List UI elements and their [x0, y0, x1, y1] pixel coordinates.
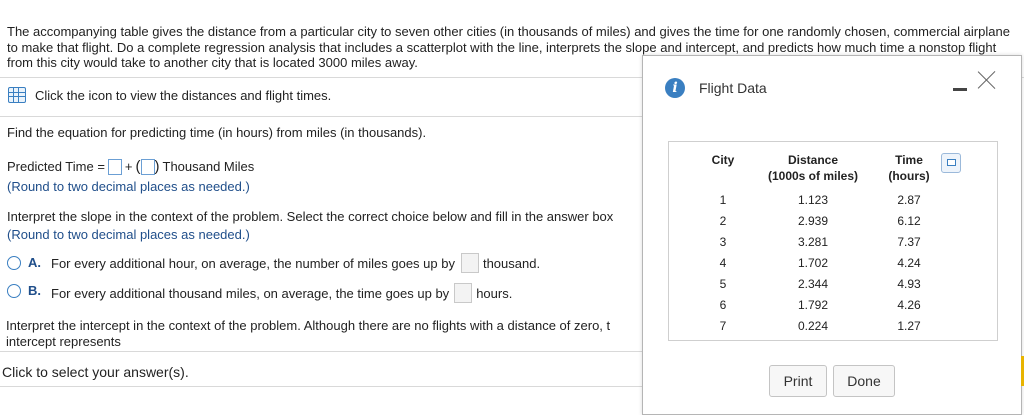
- problem-statement: The accompanying table gives the distance from a particular city to seven other cities (in thousands of miles) and gives the time for one randomly chosen, commercial airplane to make that flight. Do a complete regression analysis that includes a scatterplot with the line, interprets the slope and intercept, and predicts how much time a nonstop flight from this city would take to another city that is located 3000 miles away.: [7, 24, 1010, 70]
- header-time-unit: (hours): [888, 169, 930, 183]
- done-button[interactable]: Done: [833, 365, 895, 397]
- predicted-equation: [7, 158, 254, 175]
- option-b-letter: B.: [28, 283, 41, 298]
- popup-header[interactable]: [643, 56, 1021, 116]
- option-b-row: [51, 283, 512, 303]
- help-text: Click the icon to view the distances and flight times.: [35, 87, 332, 103]
- cell-city: 5: [719, 277, 727, 291]
- popup-title: Flight Data: [699, 80, 767, 96]
- option-a-radio[interactable]: [7, 256, 21, 270]
- option-a-answer-box[interactable]: [461, 253, 479, 273]
- info-icon: i: [665, 78, 685, 98]
- close-icon[interactable]: [977, 70, 997, 90]
- question1-prompt: Find the equation for predicting time (in hours) from miles (in thousands).: [7, 125, 427, 140]
- header-distance-unit: (1000s of miles): [767, 169, 859, 183]
- flight-data-table: [701, 152, 937, 337]
- divider-middle: [0, 116, 642, 117]
- cell-distance: 3.281: [797, 235, 829, 249]
- divider-bottom: [0, 386, 642, 387]
- cell-time: 4.24: [897, 256, 921, 270]
- cell-time: 7.37: [897, 235, 921, 249]
- footer-text: Click to select your answer(s).: [2, 364, 189, 380]
- flight-data-popup: [642, 55, 1022, 415]
- header-city: City: [711, 153, 735, 167]
- cell-distance: 2.344: [797, 277, 829, 291]
- question3-cut-line: intercept represents: [6, 334, 121, 349]
- copy-icon[interactable]: [941, 153, 961, 173]
- cell-time: 1.27: [897, 319, 921, 333]
- header-distance: [745, 152, 881, 190]
- cell-city: 3: [719, 235, 727, 249]
- question1-round-note: (Round to two decimal places as needed.): [7, 179, 250, 194]
- cell-time: 4.26: [897, 298, 921, 312]
- data-table-panel: [668, 141, 998, 341]
- cell-city: 7: [719, 319, 727, 333]
- option-a-suffix: thousand.: [482, 255, 541, 271]
- cell-distance: 1.123: [797, 193, 829, 207]
- cell-city: 4: [719, 256, 727, 270]
- divider-footer: [0, 351, 642, 352]
- cell-time: 4.93: [897, 277, 921, 291]
- table-row: [701, 190, 937, 211]
- open-paren: (: [135, 158, 141, 175]
- cell-distance: 0.224: [797, 319, 829, 333]
- minimize-icon[interactable]: [953, 88, 967, 91]
- copy-icon-glyph: [947, 159, 956, 166]
- table-row: [701, 211, 937, 232]
- question2-prompt: Interpret the slope in the context of the problem. Select the correct choice below and fill in the answer box: [7, 209, 614, 224]
- option-a-text: For every additional hour, on average, the number of miles goes up by: [51, 255, 455, 271]
- cell-distance: 1.792: [797, 298, 829, 312]
- cell-time: 2.87: [897, 193, 921, 207]
- question3-prompt: Interpret the intercept in the context of the problem. Although there are no flights with a distance of zero, t: [6, 318, 611, 333]
- cell-city: 6: [719, 298, 727, 312]
- cell-distance: 1.702: [797, 256, 829, 270]
- table-row: [701, 253, 937, 274]
- option-a-letter: A.: [28, 255, 41, 270]
- intercept-answer-box[interactable]: [108, 159, 122, 175]
- header-time: [881, 152, 937, 190]
- cell-time: 6.12: [897, 214, 921, 228]
- table-icon[interactable]: [8, 87, 26, 103]
- option-a-row: [51, 253, 540, 273]
- table-header-row: [701, 152, 937, 190]
- equation-suffix: Thousand Miles: [162, 159, 255, 174]
- slope-answer-box[interactable]: [141, 159, 155, 175]
- plus-sign: +: [124, 159, 133, 174]
- table-row: [701, 316, 937, 337]
- table-row: [701, 295, 937, 316]
- option-b-text: For every additional thousand miles, on average, the time goes up by: [51, 285, 450, 301]
- help-row: [8, 87, 331, 103]
- print-button[interactable]: Print: [769, 365, 827, 397]
- question2-round-note: (Round to two decimal places as needed.): [7, 227, 250, 242]
- table-row: [701, 274, 937, 295]
- predicted-label: Predicted Time =: [7, 159, 105, 174]
- option-b-radio[interactable]: [7, 284, 21, 298]
- header-distance-label: Distance: [787, 153, 839, 167]
- header-time-label: Time: [895, 153, 923, 167]
- table-row: [701, 232, 937, 253]
- option-b-answer-box[interactable]: [454, 283, 472, 303]
- close-paren: ): [154, 158, 160, 175]
- cell-distance: 2.939: [797, 214, 829, 228]
- cell-city: 1: [719, 193, 727, 207]
- cell-city: 2: [719, 214, 727, 228]
- option-b-suffix: hours.: [476, 285, 513, 301]
